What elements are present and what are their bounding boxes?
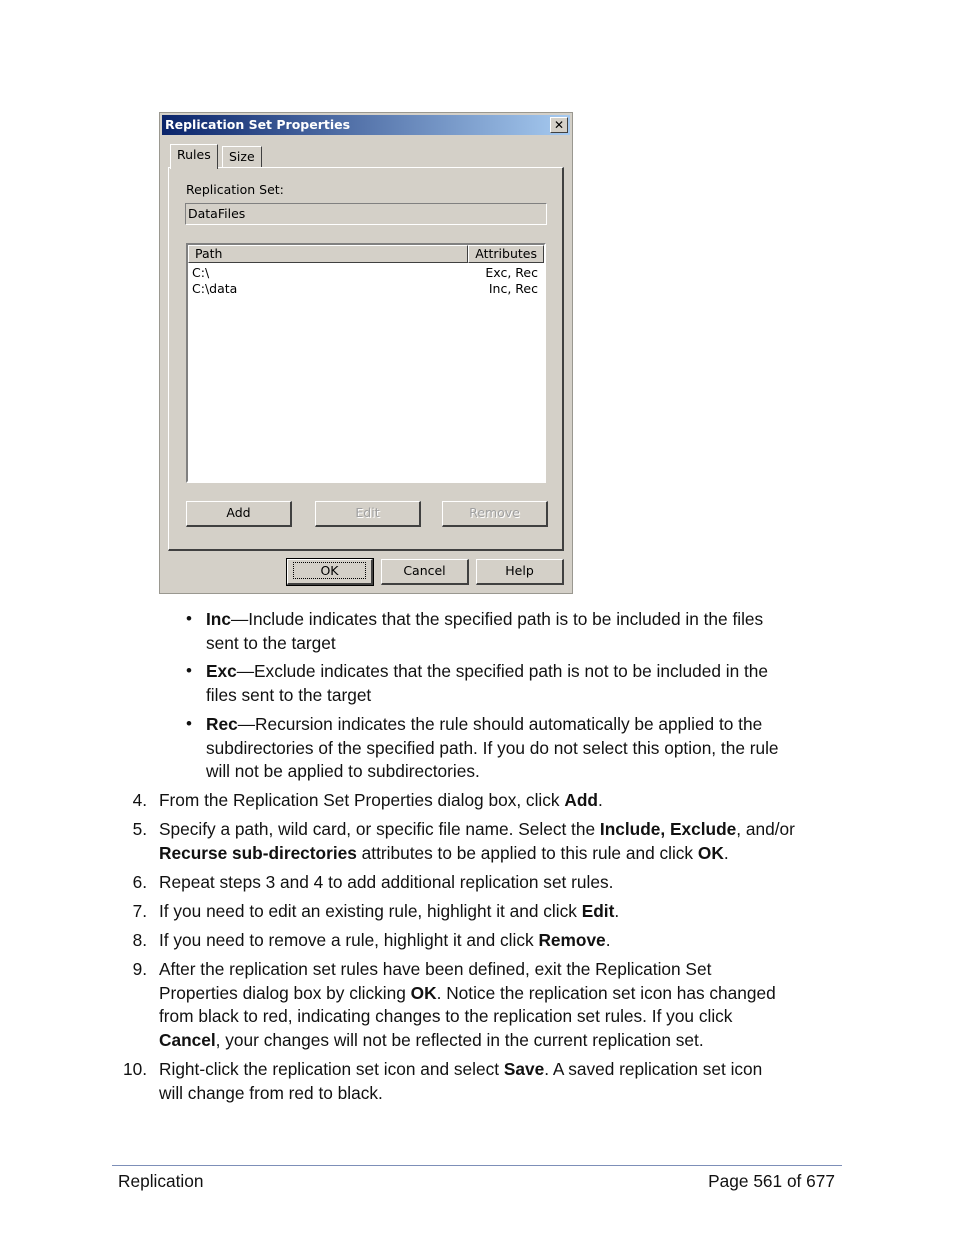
bullet-marker: • [186, 609, 192, 628]
dialog-titlebar [162, 115, 570, 135]
step-number: 8. [132, 930, 147, 950]
step-5 [159, 818, 795, 865]
row-attributes: Inc, Rec [488, 281, 538, 296]
step-bold: OK [697, 842, 724, 863]
step-text: . A saved replication set icon [544, 1059, 763, 1079]
tab-size[interactable]: Size [222, 146, 262, 168]
step-number: 9. [132, 959, 147, 979]
remove-button[interactable]: Remove [442, 501, 548, 527]
step-text: , your changes will not be reflected in the current replication set. [215, 1029, 704, 1050]
row-attributes: Exc, Rec [485, 265, 538, 280]
row-path: C:\data [192, 281, 238, 296]
step-9 [159, 958, 776, 1052]
cancel-button[interactable]: Cancel [381, 559, 469, 585]
step-bold: Remove [538, 930, 606, 950]
footer-divider [112, 1165, 842, 1166]
rules-list[interactable] [186, 243, 546, 483]
footer-section-title: Replication [118, 1171, 204, 1191]
step-text: If you need to remove a rule, highlight it and click [159, 930, 539, 950]
step-text: . Notice the replication set icon has changed [436, 982, 776, 1003]
step-bold: OK [410, 982, 437, 1003]
step-text: . [614, 901, 620, 921]
step-text: . [605, 930, 611, 950]
step-text: from black to red, indicating changes to the replication set rules. If you click [159, 1006, 733, 1026]
bullet-text: —Exclude indicates that the specified path is not to be included in the [236, 661, 769, 681]
replication-set-properties-dialog [159, 112, 573, 594]
table-row[interactable] [192, 265, 540, 281]
help-button[interactable]: Help [476, 559, 564, 585]
bullet-text: will not be applied to subdirectories. [206, 761, 480, 781]
ok-button-label: OK [293, 562, 365, 579]
ok-button[interactable] [287, 559, 373, 585]
step-text: Repeat steps 3 and 4 to add additional replication set rules. [159, 872, 614, 892]
step-bold: Save [503, 1059, 545, 1079]
step-text: . [597, 790, 603, 810]
bullet-text: sent to the target [206, 632, 336, 653]
step-8 [159, 929, 611, 953]
bullet-rec [206, 713, 779, 784]
edit-button[interactable]: Edit [315, 501, 421, 527]
replication-set-label: Replication Set: [186, 182, 284, 197]
step-number: 4. [132, 790, 147, 810]
dialog-title: Replication Set Properties [165, 117, 351, 132]
step-bold: Recurse sub-directories [159, 842, 357, 863]
step-6 [159, 871, 613, 895]
bullet-exc [206, 660, 768, 707]
step-bold: Include, Exclude [599, 819, 737, 839]
bullet-term: Exc [206, 661, 237, 681]
close-icon[interactable]: ✕ [550, 117, 568, 133]
step-7 [159, 900, 619, 924]
step-bold: Cancel [159, 1029, 216, 1050]
column-header-path[interactable]: Path [188, 245, 468, 263]
step-bold: Add [564, 790, 598, 810]
step-4 [159, 789, 603, 813]
bullet-marker: • [186, 714, 192, 733]
step-text: . [723, 842, 729, 863]
column-header-attributes[interactable]: Attributes [468, 245, 544, 263]
step-10 [159, 1058, 762, 1105]
step-text: If you need to edit an existing rule, highlight it and click [159, 901, 582, 921]
step-text: Specify a path, wild card, or specific file name. Select the [159, 819, 600, 839]
footer-page-number: Page 561 of 677 [708, 1171, 835, 1191]
step-text: From the Replication Set Properties dialog box, click [159, 790, 565, 810]
step-number: 10. [122, 1059, 147, 1079]
step-bold: Edit [581, 901, 615, 921]
bullet-text: subdirectories of the specified path. If you do not select this option, the rule [206, 737, 779, 758]
step-number: 5. [132, 819, 147, 839]
bullet-text: —Recursion indicates the rule should automatically be applied to the [237, 714, 763, 734]
row-path: C:\ [192, 265, 210, 280]
table-row[interactable] [192, 281, 540, 297]
step-text: Right-click the replication set icon and select [159, 1059, 504, 1079]
bullet-text: —Include indicates that the specified path is to be included in the files [230, 609, 764, 629]
bullet-term: Inc [206, 609, 231, 629]
bullet-term: Rec [206, 714, 238, 734]
tab-rules[interactable]: Rules [170, 144, 218, 169]
step-number: 7. [132, 901, 147, 921]
step-text: , and/or [736, 819, 795, 839]
step-text: will change from red to black. [159, 1082, 383, 1103]
step-text: attributes to be applied to this rule and click [356, 842, 698, 863]
bullet-marker: • [186, 661, 192, 680]
step-number: 6. [132, 872, 147, 892]
step-text: After the replication set rules have been defined, exit the Replication Set [159, 959, 712, 979]
bullet-inc [206, 608, 763, 655]
replication-set-field: DataFiles [185, 203, 547, 225]
add-button[interactable]: Add [186, 501, 292, 527]
step-text: Properties dialog box by clicking [159, 982, 411, 1003]
bullet-text: files sent to the target [206, 684, 372, 705]
